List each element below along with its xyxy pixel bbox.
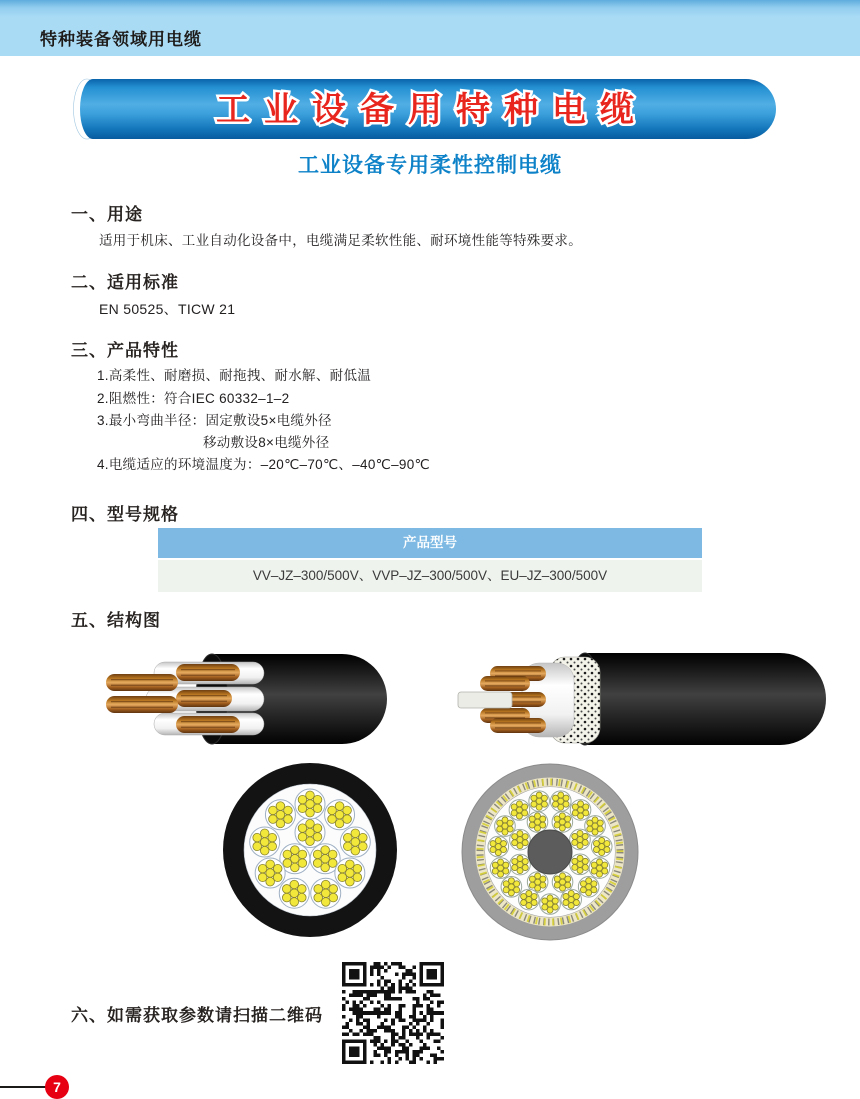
- section-heading-features: 三、产品特性: [71, 341, 179, 360]
- model-table-header: 产品型号: [158, 528, 702, 560]
- feature-item-continued: 移动敷设8×电缆外径: [203, 435, 330, 450]
- model-table: [158, 528, 702, 592]
- section-heading-models: 四、型号规格: [71, 505, 179, 524]
- cable-photo-unshielded: [92, 650, 392, 748]
- qr-code: [342, 962, 444, 1064]
- cross-section-unshielded: [222, 762, 398, 938]
- pipe-banner: [70, 78, 790, 140]
- feature-item: 3.最小弯曲半径：固定敷设5×电缆外径: [97, 413, 332, 428]
- standards-text: EN 50525、TICW 21: [99, 301, 236, 317]
- usage-text: 适用于机床、工业自动化设备中，电缆满足柔软性能、耐环境性能等特殊要求。: [99, 233, 582, 248]
- page-number-badge: 7: [45, 1075, 69, 1099]
- section-heading-standards: 二、适用标准: [71, 273, 179, 292]
- section-heading-usage: 一、用途: [71, 205, 143, 224]
- center-filler-rod: [458, 692, 512, 708]
- model-table-row: VV–JZ–300/500V、VVP–JZ–300/500V、EU–JZ–300/500V: [158, 560, 702, 592]
- feature-item: 4.电缆适应的环境温度为：–20℃–70℃、–40℃–90℃: [97, 457, 430, 472]
- header-band: [0, 0, 860, 56]
- page-subtitle: 工业设备专用柔性控制电缆: [298, 154, 562, 177]
- cable-jacket: [570, 653, 826, 745]
- page-number-rule: [0, 1086, 46, 1088]
- header-title: 特种装备领域用电缆: [40, 30, 202, 49]
- section-heading-structure: 五、结构图: [71, 611, 161, 630]
- feature-item: 1.高柔性、耐磨损、耐拖拽、耐水解、耐低温: [97, 368, 372, 383]
- section-heading-qr: 六、如需获取参数请扫描二维码: [71, 1006, 323, 1025]
- feature-item: 2.阻燃性：符合IEC 60332–1–2: [97, 391, 290, 406]
- banner-title: 工业设备用特种电缆: [216, 91, 648, 129]
- cross-section-shielded: [461, 763, 639, 941]
- cable-photo-shielded: [450, 650, 835, 748]
